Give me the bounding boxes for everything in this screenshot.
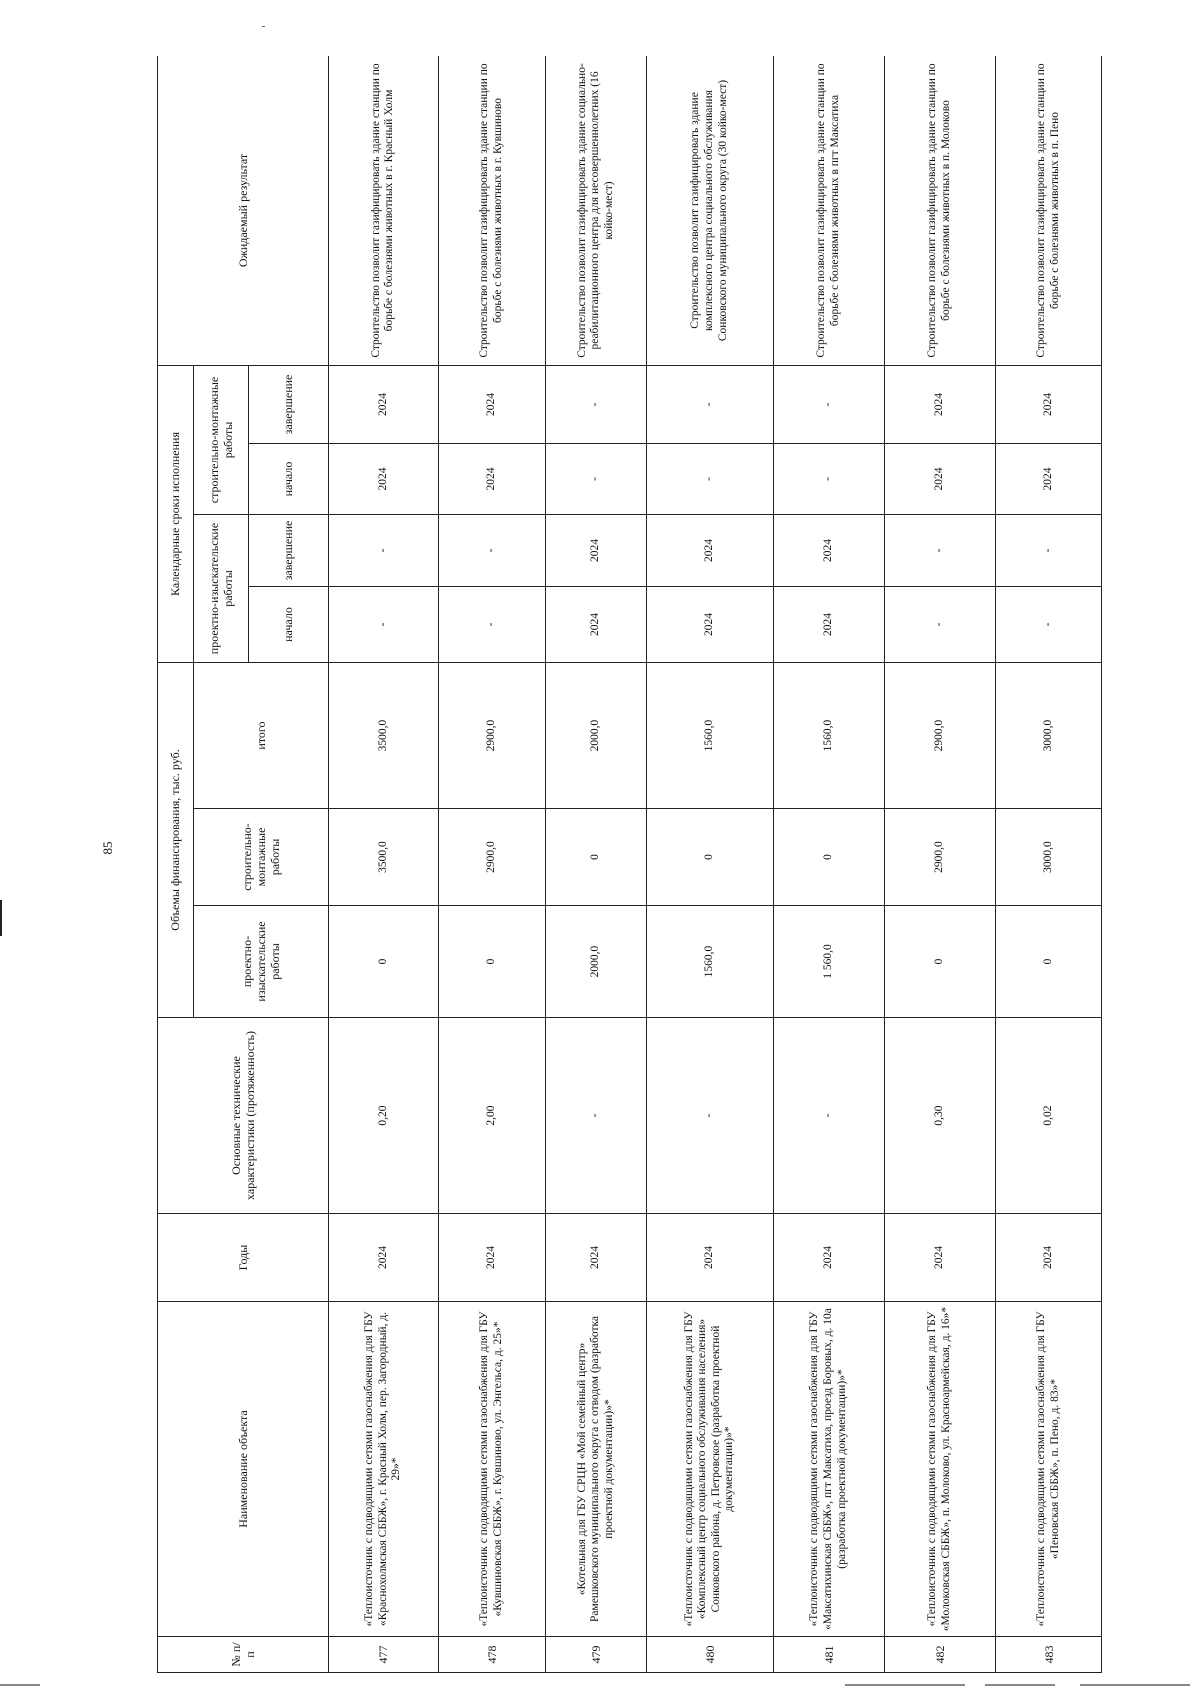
row-construction-start: 2024 [329, 444, 439, 515]
row-characteristics: - [646, 1018, 773, 1214]
row-num: 481 [773, 1637, 884, 1673]
header-num: № п/п [158, 1637, 329, 1673]
header-sched-construction: строительно-монтажные работы [194, 365, 249, 514]
row-construction-end: 2024 [438, 365, 546, 443]
row-num: 483 [996, 1637, 1102, 1673]
row-fin-total: 2900,0 [884, 663, 996, 809]
header-name: Наименование объекта [158, 1302, 329, 1637]
row-result: Строительство позволит газифицировать здание станции по борьбе с болезнями животных в пгт Максатиха [773, 56, 884, 365]
row-fin-total: 1560,0 [646, 663, 773, 809]
row-construction-start: 2024 [996, 444, 1102, 515]
table-row-479 [546, 56, 646, 1673]
row-fin-design: 1 560,0 [773, 906, 884, 1018]
header-characteristics: Основные технические характеристики (протяженность) [158, 1018, 329, 1214]
row-fin-design: 0 [438, 906, 546, 1018]
table-row-483 [996, 56, 1102, 1673]
row-fin-total: 1560,0 [773, 663, 884, 809]
row-construction-start: - [773, 444, 884, 515]
header-years: Годы [158, 1214, 329, 1302]
header-construction-end: завершение [249, 365, 329, 443]
row-fin-total: 3500,0 [329, 663, 439, 809]
row-design-start: - [996, 587, 1102, 663]
row-result: Строительство позволит газифицировать здание комплексного центра социального обслуживания Сонковского муниципального округа (30 койко-мест) [646, 56, 773, 365]
row-fin-design: 0 [884, 906, 996, 1018]
row-object-name: «Теплоисточник с подводящими сетями газоснабжения для ГБУ «Молоковская СББЖ», п. Молоково, ул. Красноармейская, д. 16»* [884, 1302, 996, 1637]
table-row-481 [773, 56, 884, 1673]
row-design-start: - [884, 587, 996, 663]
row-fin-construction: 0 [546, 809, 646, 906]
row-fin-construction: 2900,0 [884, 809, 996, 906]
row-object-name: «Теплоисточник с подводящими сетями газоснабжения для ГБУ «Пеновская СББЖ», п. Пено, д. 83»* [996, 1302, 1102, 1637]
row-construction-end: 2024 [884, 365, 996, 443]
header-design-end: завершение [249, 515, 329, 587]
header-design-start: начало [249, 587, 329, 663]
table-row-482 [884, 56, 996, 1673]
header-fin-total: итого [194, 663, 329, 809]
row-characteristics: 2,00 [438, 1018, 546, 1214]
row-years: 2024 [646, 1214, 773, 1302]
row-object-name: «Котельная для ГБУ СРЦН «Мой семейный центр» Рамешковского муниципального округа с отводом (разработка проектной документации)»* [546, 1302, 646, 1637]
row-years: 2024 [884, 1214, 996, 1302]
row-fin-design: 0 [996, 906, 1102, 1018]
row-construction-start: - [646, 444, 773, 515]
row-fin-construction: 3500,0 [329, 809, 439, 906]
row-design-end: - [884, 515, 996, 587]
scan-speck [262, 26, 265, 27]
row-design-end: - [438, 515, 546, 587]
row-num: 477 [329, 1637, 439, 1673]
row-years: 2024 [996, 1214, 1102, 1302]
row-years: 2024 [438, 1214, 546, 1302]
row-characteristics: 0,02 [996, 1018, 1102, 1214]
row-num: 478 [438, 1637, 546, 1673]
row-design-end: - [329, 515, 439, 587]
table-row-477 [329, 56, 439, 1673]
row-fin-construction: 3000,0 [996, 809, 1102, 906]
row-object-name: «Теплоисточник с подводящими сетями газоснабжения для ГБУ «Максатихинская СББЖ», пгт Максатиха, проезд Боровых, д. 10а (разработка проектной документации)»* [773, 1302, 884, 1637]
row-fin-total: 3000,0 [996, 663, 1102, 809]
header-fin-construction: строительно-монтажные работы [194, 809, 329, 906]
row-construction-end: 2024 [996, 365, 1102, 443]
row-years: 2024 [773, 1214, 884, 1302]
header-financing: Объемы финансирования, тыс. руб. [158, 663, 194, 1018]
row-characteristics: 0,20 [329, 1018, 439, 1214]
row-construction-end: - [546, 365, 646, 443]
scan-bottom-marks [0, 1684, 1200, 1687]
row-design-end: 2024 [646, 515, 773, 587]
row-design-start: 2024 [546, 587, 646, 663]
row-fin-design: 2000,0 [546, 906, 646, 1018]
row-construction-start: 2024 [884, 444, 996, 515]
row-years: 2024 [329, 1214, 439, 1302]
row-fin-total: 2900,0 [438, 663, 546, 809]
row-years: 2024 [546, 1214, 646, 1302]
table-frame [157, 56, 1102, 1673]
row-construction-end: - [646, 365, 773, 443]
row-object-name: «Теплоисточник с подводящими сетями газоснабжения для ГБУ «Краснохолмская СББЖ», г. Красный Холм, пер. Загородный, д. 29»* [329, 1302, 439, 1637]
row-design-end: 2024 [546, 515, 646, 587]
row-construction-end: 2024 [329, 365, 439, 443]
scan-edge-mark [0, 900, 2, 936]
row-construction-end: - [773, 365, 884, 443]
row-design-start: 2024 [773, 587, 884, 663]
row-characteristics: - [546, 1018, 646, 1214]
row-design-start: 2024 [646, 587, 773, 663]
row-fin-construction: 0 [646, 809, 773, 906]
row-fin-total: 2000,0 [546, 663, 646, 809]
page-number: 85 [100, 841, 115, 855]
row-fin-design: 1560,0 [646, 906, 773, 1018]
row-num: 482 [884, 1637, 996, 1673]
row-design-start: - [438, 587, 546, 663]
row-construction-start: 2024 [438, 444, 546, 515]
header-result: Ожидаемый результат [158, 56, 329, 365]
row-construction-start: - [546, 444, 646, 515]
header-sched-design: проектно-изыскательские работы [194, 515, 249, 663]
table-row-478 [438, 56, 546, 1673]
header-row-1 [158, 56, 194, 1673]
row-design-end: 2024 [773, 515, 884, 587]
row-result: Строительство позволит газифицировать здание станции по борьбе с болезнями животных в г. Кувшиново [438, 56, 546, 365]
header-construction-start: начало [249, 444, 329, 515]
row-result: Строительство позволит газифицировать здание станции по борьбе с болезнями животных в г. Красный Холм [329, 56, 439, 365]
row-result: Строительство позволит газифицировать здание станции по борьбе с болезнями животных в п. Молоково [884, 56, 996, 365]
row-result: Строительство позволит газифицировать здание социально-реабилитационного центра для несовершеннолетних (16 койко-мест) [546, 56, 646, 365]
row-fin-design: 0 [329, 906, 439, 1018]
row-num: 479 [546, 1637, 646, 1673]
row-result: Строительство позволит газифицировать здание станции по борьбе с болезнями животных в п. Пено [996, 56, 1102, 365]
row-object-name: «Теплоисточник с подводящими сетями газоснабжения для ГБУ «Комплексный центр социального обслуживания населения» Сонковского района, д. Петровское (разработка проектной документации)»* [646, 1302, 773, 1637]
objects-table [157, 56, 1102, 1673]
row-object-name: «Теплоисточник с подводящими сетями газоснабжения для ГБУ «Кувшиновская СББЖ», г. Кувшиново, ул. Энгельса, д. 25»* [438, 1302, 546, 1637]
table-row-480 [646, 56, 773, 1673]
row-num: 480 [646, 1637, 773, 1673]
row-characteristics: - [773, 1018, 884, 1214]
row-fin-construction: 2900,0 [438, 809, 546, 906]
header-schedule: Календарные сроки исполнения [158, 365, 194, 662]
rotated-table-container [157, 56, 1102, 1673]
row-design-end: - [996, 515, 1102, 587]
header-fin-design: проектно-изыскательские работы [194, 906, 329, 1018]
row-characteristics: 0,30 [884, 1018, 996, 1214]
row-fin-construction: 0 [773, 809, 884, 906]
row-design-start: - [329, 587, 439, 663]
